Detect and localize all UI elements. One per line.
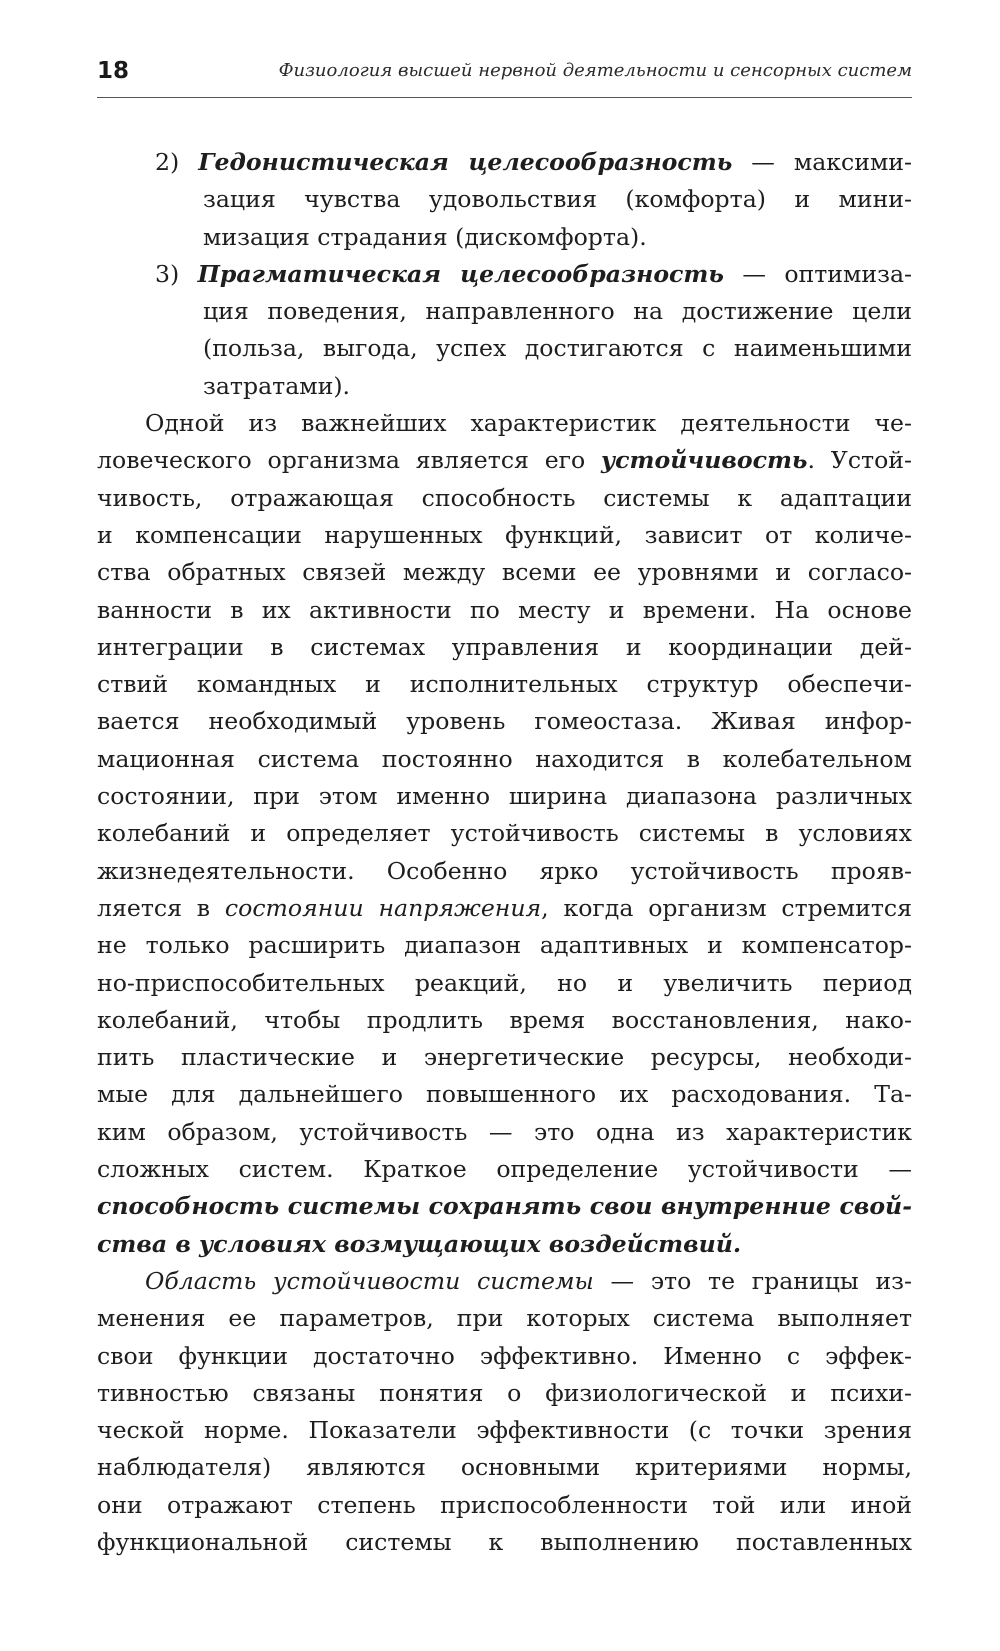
text-line: мизация страдания (дискомфорта). <box>203 222 647 251</box>
text-line: ванности в их активности по месту и времени. На основе <box>97 595 912 624</box>
text-fragment: — это те границы из- <box>593 1266 912 1295</box>
term-stress-state: состоянии напряжения <box>224 893 542 922</box>
text-line: зация чувства удовольствия (комфорта) и мини- <box>203 185 912 214</box>
text-line: колебаний и определяет устойчивость системы в условиях <box>97 819 912 848</box>
running-header <box>97 56 912 96</box>
text-line: состоянии, при этом именно ширина диапазона различных <box>97 782 912 811</box>
text-fragment: . Устой- <box>807 446 912 475</box>
text-line: чивость, отражающая способность системы к адаптации <box>97 483 912 512</box>
paragraph-stability <box>97 405 912 1263</box>
text-line: функциональной системы к выполнению поставленных <box>97 1527 912 1556</box>
text-line: пить пластические и энергетические ресурсы, необходи- <box>97 1043 912 1072</box>
term-hedonic: Гедонистическая целесообразность <box>198 148 733 176</box>
text-line: ческой норме. Показатели эффективности (с точки зрения <box>97 1416 912 1445</box>
text-line <box>97 442 912 479</box>
list-item <box>97 256 912 405</box>
text-line: вается необходимый уровень гомеостаза. Живая инфор- <box>97 707 912 736</box>
text-line: Одной из важнейших характеристик деятельности че- <box>145 409 912 438</box>
text-line: свои функции достаточно эффективно. Именно с эффек- <box>97 1341 912 1370</box>
running-title: Физиология высшей нервной деятельности и сенсорных систем <box>278 60 912 81</box>
list-marker: 3) <box>155 259 180 288</box>
text-fragment: — оптимиза- <box>723 259 912 288</box>
text-line: интеграции в системах управления и координации дей- <box>97 632 912 661</box>
term-stability-area: Область устойчивости системы <box>145 1266 594 1295</box>
text-line <box>97 890 912 927</box>
text-line: ствий командных и исполнительных структур обеспечи- <box>97 670 912 699</box>
term-stability: устойчивость <box>601 446 808 475</box>
text-line: они отражают степень приспособленности той или иной <box>97 1490 912 1519</box>
text-line: ция поведения, направленного на достижение цели <box>203 297 912 326</box>
page-number: 18 <box>97 58 130 84</box>
list-item <box>97 144 912 256</box>
body-text <box>97 144 912 1561</box>
text-fragment: ловеческого организма является его <box>97 446 602 475</box>
text-fragment: , когда организм стремится <box>541 893 912 922</box>
text-fragment: ляется в <box>97 893 225 922</box>
text-line: (польза, выгода, успех достигаются с наименьшими <box>203 334 912 363</box>
text-line <box>155 256 912 293</box>
text-line: жизнедеятельности. Особенно ярко устойчивость прояв- <box>97 856 912 885</box>
term-pragmatic: Прагматическая целесообразность <box>197 259 724 288</box>
paragraph-stability-area <box>97 1263 912 1561</box>
text-line: но-приспособительных реакций, но и увеличить период <box>97 968 912 997</box>
text-line <box>155 144 912 181</box>
list-marker: 2) <box>155 148 180 176</box>
text-fragment: — максими- <box>732 148 912 176</box>
text-line: ким образом, устойчивость — это одна из характеристик <box>97 1117 912 1146</box>
text-line: сложных систем. Краткое определение устойчивости — <box>97 1155 912 1184</box>
text-line: колебаний, чтобы продлить время восстановления, нако- <box>97 1005 912 1034</box>
text-line: тивностью связаны понятия о физиологической и психи- <box>97 1378 912 1407</box>
text-line: менения ее параметров, при которых система выполняет <box>97 1304 912 1333</box>
text-line: не только расширить диапазон адаптивных и компенсатор- <box>97 931 912 960</box>
definition-line: ства в условиях возмущающих воздействий. <box>97 1229 742 1258</box>
text-line: и компенсации нарушенных функций, зависит от количе- <box>97 520 912 549</box>
text-line: мые для дальнейшего повышенного их расходования. Та- <box>97 1080 912 1109</box>
text-line: наблюдателя) являются основными критериями нормы, <box>97 1453 912 1482</box>
header-rule <box>97 97 912 98</box>
text-line <box>97 1263 912 1300</box>
text-line: мационная система постоянно находится в колебательном <box>97 744 912 773</box>
definition-line: способность системы сохранять свои внутренние свой- <box>97 1192 912 1221</box>
text-line: ства обратных связей между всеми ее уровнями и согласо- <box>97 558 912 587</box>
text-line: затратами). <box>203 371 351 400</box>
